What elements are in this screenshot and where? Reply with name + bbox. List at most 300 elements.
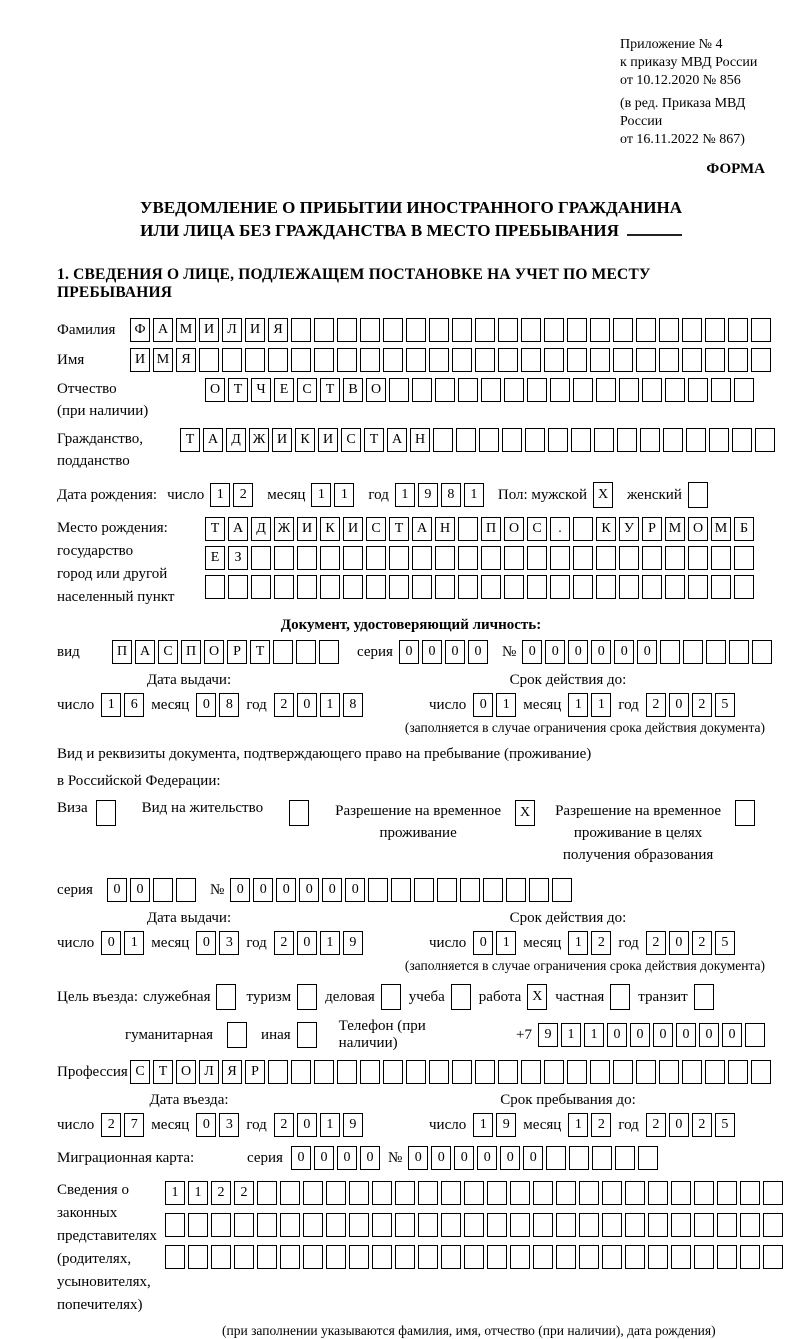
char-cell[interactable]: Ф [130,318,150,342]
char-cell[interactable]: 5 [715,931,735,955]
char-cell[interactable] [268,1060,288,1084]
char-cell[interactable] [429,1060,449,1084]
char-cell[interactable] [395,1213,415,1237]
char-cell[interactable] [360,318,380,342]
char-cell[interactable]: И [297,517,317,541]
char-cell[interactable] [320,575,340,599]
char-cell[interactable] [412,575,432,599]
char-cell[interactable]: 7 [124,1113,144,1137]
char-cell[interactable] [510,1181,530,1205]
char-cell[interactable] [694,1213,714,1237]
char-cell[interactable]: X [515,800,535,826]
char-cell[interactable]: 1 [464,483,484,507]
char-cell[interactable] [740,1245,760,1269]
char-cell[interactable]: 2 [234,1181,254,1205]
char-cell[interactable]: Ч [251,378,271,402]
char-cell[interactable]: П [112,640,132,664]
char-cell[interactable]: 0 [607,1023,627,1047]
char-cell[interactable] [360,348,380,372]
char-cell[interactable] [383,1060,403,1084]
char-cell[interactable] [640,428,660,452]
char-cell[interactable] [550,378,570,402]
char-cell[interactable] [613,1060,633,1084]
char-cell[interactable] [642,378,662,402]
char-cell[interactable] [567,1060,587,1084]
char-cell[interactable] [688,575,708,599]
char-cell[interactable]: П [181,640,201,664]
char-cell[interactable] [257,1181,277,1205]
char-cell[interactable] [383,348,403,372]
char-cell[interactable]: 0 [297,693,317,717]
char-cell[interactable] [274,575,294,599]
char-cell[interactable] [527,378,547,402]
char-cell[interactable] [165,1245,185,1269]
char-cell[interactable]: 0 [522,640,542,664]
char-cell[interactable] [763,1245,783,1269]
char-cell[interactable] [521,348,541,372]
char-cell[interactable]: И [199,318,219,342]
char-cell[interactable]: 0 [722,1023,742,1047]
char-cell[interactable] [289,800,309,826]
char-cell[interactable] [648,1213,668,1237]
char-cell[interactable] [671,1245,691,1269]
char-cell[interactable]: 0 [297,1113,317,1137]
char-cell[interactable]: О [176,1060,196,1084]
char-cell[interactable] [573,517,593,541]
char-cell[interactable] [153,878,173,902]
char-cell[interactable]: 0 [669,931,689,955]
char-cell[interactable]: 0 [653,1023,673,1047]
char-cell[interactable] [326,1245,346,1269]
char-cell[interactable] [688,546,708,570]
char-cell[interactable] [441,1245,461,1269]
char-cell[interactable] [479,428,499,452]
char-cell[interactable]: 3 [219,931,239,955]
char-cell[interactable] [268,348,288,372]
char-cell[interactable] [694,984,714,1010]
char-cell[interactable] [590,318,610,342]
char-cell[interactable] [552,878,572,902]
char-cell[interactable] [297,1022,317,1048]
char-cell[interactable] [671,1181,691,1205]
char-cell[interactable]: 0 [591,640,611,664]
char-cell[interactable]: 2 [646,1113,666,1137]
char-cell[interactable] [504,378,524,402]
char-cell[interactable]: 1 [473,1113,493,1137]
char-cell[interactable]: И [130,348,150,372]
char-cell[interactable] [596,575,616,599]
char-cell[interactable] [435,546,455,570]
char-cell[interactable] [188,1245,208,1269]
char-cell[interactable]: 8 [441,483,461,507]
char-cell[interactable] [694,1245,714,1269]
char-cell[interactable] [596,546,616,570]
char-cell[interactable]: 2 [274,931,294,955]
char-cell[interactable]: 0 [545,640,565,664]
char-cell[interactable] [504,575,524,599]
char-cell[interactable] [504,546,524,570]
char-cell[interactable]: 1 [101,693,121,717]
char-cell[interactable] [642,546,662,570]
char-cell[interactable] [228,575,248,599]
char-cell[interactable]: 2 [692,1113,712,1137]
char-cell[interactable] [732,428,752,452]
char-cell[interactable] [711,378,731,402]
char-cell[interactable] [297,984,317,1010]
char-cell[interactable]: 0 [130,878,150,902]
char-cell[interactable] [481,575,501,599]
char-cell[interactable] [546,1146,566,1170]
char-cell[interactable] [711,575,731,599]
char-cell[interactable]: 0 [669,1113,689,1137]
char-cell[interactable] [349,1213,369,1237]
char-cell[interactable] [625,1181,645,1205]
char-cell[interactable] [464,1213,484,1237]
char-cell[interactable] [314,1060,334,1084]
char-cell[interactable]: 0 [500,1146,520,1170]
char-cell[interactable] [683,640,703,664]
char-cell[interactable]: С [158,640,178,664]
char-cell[interactable] [594,428,614,452]
char-cell[interactable] [610,984,630,1010]
char-cell[interactable] [705,318,725,342]
char-cell[interactable]: Б [734,517,754,541]
char-cell[interactable]: 1 [568,931,588,955]
char-cell[interactable] [314,348,334,372]
char-cell[interactable] [573,378,593,402]
char-cell[interactable] [452,318,472,342]
char-cell[interactable] [636,348,656,372]
char-cell[interactable]: 2 [591,1113,611,1137]
char-cell[interactable] [343,546,363,570]
char-cell[interactable] [222,348,242,372]
char-cell[interactable] [216,984,236,1010]
char-cell[interactable]: Н [410,428,430,452]
char-cell[interactable] [763,1181,783,1205]
char-cell[interactable]: 2 [274,693,294,717]
char-cell[interactable] [366,575,386,599]
char-cell[interactable] [717,1245,737,1269]
char-cell[interactable] [487,1213,507,1237]
char-cell[interactable] [579,1245,599,1269]
char-cell[interactable]: Т [364,428,384,452]
char-cell[interactable] [418,1245,438,1269]
char-cell[interactable] [636,1060,656,1084]
char-cell[interactable] [343,575,363,599]
char-cell[interactable] [709,428,729,452]
char-cell[interactable] [227,1022,247,1048]
char-cell[interactable] [648,1245,668,1269]
char-cell[interactable] [502,428,522,452]
char-cell[interactable]: 0 [473,931,493,955]
char-cell[interactable]: В [343,378,363,402]
char-cell[interactable]: О [205,378,225,402]
char-cell[interactable]: 0 [422,640,442,664]
char-cell[interactable]: 8 [343,693,363,717]
char-cell[interactable]: 1 [496,693,516,717]
char-cell[interactable] [435,378,455,402]
char-cell[interactable] [245,348,265,372]
char-cell[interactable] [458,575,478,599]
char-cell[interactable] [464,1245,484,1269]
char-cell[interactable] [615,1146,635,1170]
char-cell[interactable]: Т [205,517,225,541]
char-cell[interactable]: 2 [101,1113,121,1137]
char-cell[interactable] [527,575,547,599]
char-cell[interactable] [389,378,409,402]
char-cell[interactable]: 1 [584,1023,604,1047]
char-cell[interactable]: 2 [591,931,611,955]
char-cell[interactable] [755,428,775,452]
char-cell[interactable] [521,318,541,342]
char-cell[interactable] [372,1181,392,1205]
char-cell[interactable]: М [665,517,685,541]
char-cell[interactable] [569,1146,589,1170]
char-cell[interactable] [372,1213,392,1237]
char-cell[interactable] [740,1213,760,1237]
char-cell[interactable] [734,575,754,599]
char-cell[interactable]: А [412,517,432,541]
char-cell[interactable]: 5 [715,693,735,717]
char-cell[interactable] [751,348,771,372]
char-cell[interactable]: Ж [249,428,269,452]
char-cell[interactable] [625,1213,645,1237]
char-cell[interactable] [706,640,726,664]
char-cell[interactable]: 1 [124,931,144,955]
char-cell[interactable] [487,1181,507,1205]
char-cell[interactable] [602,1181,622,1205]
char-cell[interactable] [498,318,518,342]
char-cell[interactable] [510,1213,530,1237]
char-cell[interactable] [688,482,708,508]
char-cell[interactable] [550,546,570,570]
char-cell[interactable]: 0 [669,693,689,717]
char-cell[interactable] [527,546,547,570]
char-cell[interactable]: 5 [715,1113,735,1137]
char-cell[interactable]: З [228,546,248,570]
char-cell[interactable]: 1 [334,483,354,507]
char-cell[interactable] [556,1181,576,1205]
char-cell[interactable]: С [366,517,386,541]
char-cell[interactable] [665,378,685,402]
char-cell[interactable] [533,1245,553,1269]
char-cell[interactable]: 0 [297,931,317,955]
char-cell[interactable]: Т [228,378,248,402]
char-cell[interactable] [280,1245,300,1269]
char-cell[interactable]: 1 [311,483,331,507]
char-cell[interactable] [682,348,702,372]
char-cell[interactable]: И [318,428,338,452]
char-cell[interactable] [636,318,656,342]
char-cell[interactable] [579,1181,599,1205]
char-cell[interactable] [711,546,731,570]
char-cell[interactable] [372,1245,392,1269]
char-cell[interactable] [406,318,426,342]
char-cell[interactable] [506,878,526,902]
char-cell[interactable]: Ж [274,517,294,541]
char-cell[interactable]: 0 [445,640,465,664]
char-cell[interactable] [337,348,357,372]
char-cell[interactable] [366,546,386,570]
char-cell[interactable] [349,1181,369,1205]
char-cell[interactable] [602,1213,622,1237]
char-cell[interactable] [533,1181,553,1205]
char-cell[interactable] [590,1060,610,1084]
char-cell[interactable]: 0 [568,640,588,664]
char-cell[interactable]: Т [153,1060,173,1084]
char-cell[interactable] [381,984,401,1010]
char-cell[interactable] [303,1213,323,1237]
char-cell[interactable] [475,318,495,342]
char-cell[interactable]: 0 [230,878,250,902]
char-cell[interactable]: М [176,318,196,342]
char-cell[interactable]: 6 [124,693,144,717]
char-cell[interactable] [458,517,478,541]
char-cell[interactable] [751,1060,771,1084]
char-cell[interactable] [458,546,478,570]
char-cell[interactable] [418,1181,438,1205]
char-cell[interactable]: С [130,1060,150,1084]
char-cell[interactable] [619,378,639,402]
char-cell[interactable]: 0 [431,1146,451,1170]
char-cell[interactable] [441,1181,461,1205]
char-cell[interactable] [498,348,518,372]
char-cell[interactable] [529,878,549,902]
char-cell[interactable]: 1 [210,483,230,507]
char-cell[interactable]: 3 [219,1113,239,1137]
char-cell[interactable]: Д [226,428,246,452]
char-cell[interactable]: И [272,428,292,452]
char-cell[interactable]: X [527,984,547,1010]
char-cell[interactable] [360,1060,380,1084]
char-cell[interactable]: Т [180,428,200,452]
char-cell[interactable]: Я [176,348,196,372]
char-cell[interactable] [590,348,610,372]
char-cell[interactable] [291,348,311,372]
char-cell[interactable] [728,348,748,372]
char-cell[interactable]: 2 [646,693,666,717]
char-cell[interactable] [717,1181,737,1205]
char-cell[interactable]: О [688,517,708,541]
char-cell[interactable] [498,1060,518,1084]
char-cell[interactable]: 1 [568,1113,588,1137]
char-cell[interactable] [752,640,772,664]
char-cell[interactable] [406,1060,426,1084]
char-cell[interactable]: Л [222,318,242,342]
char-cell[interactable]: А [203,428,223,452]
char-cell[interactable]: У [619,517,639,541]
char-cell[interactable] [613,318,633,342]
char-cell[interactable] [573,546,593,570]
char-cell[interactable]: К [320,517,340,541]
char-cell[interactable] [320,546,340,570]
char-cell[interactable] [475,348,495,372]
char-cell[interactable] [663,428,683,452]
char-cell[interactable]: К [596,517,616,541]
char-cell[interactable]: 0 [676,1023,696,1047]
char-cell[interactable] [659,348,679,372]
char-cell[interactable]: Я [222,1060,242,1084]
char-cell[interactable] [521,1060,541,1084]
char-cell[interactable]: 1 [320,931,340,955]
char-cell[interactable]: 0 [322,878,342,902]
char-cell[interactable] [544,1060,564,1084]
char-cell[interactable] [659,1060,679,1084]
char-cell[interactable] [412,546,432,570]
char-cell[interactable] [550,575,570,599]
char-cell[interactable] [273,640,293,664]
char-cell[interactable] [274,546,294,570]
char-cell[interactable]: 8 [219,693,239,717]
char-cell[interactable]: 0 [276,878,296,902]
char-cell[interactable]: А [387,428,407,452]
char-cell[interactable] [452,348,472,372]
char-cell[interactable]: 0 [454,1146,474,1170]
char-cell[interactable] [682,1060,702,1084]
char-cell[interactable] [291,318,311,342]
char-cell[interactable] [573,575,593,599]
char-cell[interactable]: 0 [196,1113,216,1137]
char-cell[interactable] [435,575,455,599]
char-cell[interactable] [251,546,271,570]
char-cell[interactable]: 1 [320,1113,340,1137]
char-cell[interactable] [319,640,339,664]
char-cell[interactable]: Р [642,517,662,541]
char-cell[interactable]: М [711,517,731,541]
char-cell[interactable] [567,318,587,342]
char-cell[interactable]: 0 [399,640,419,664]
char-cell[interactable]: 1 [591,693,611,717]
char-cell[interactable] [602,1245,622,1269]
char-cell[interactable]: 0 [408,1146,428,1170]
char-cell[interactable] [728,318,748,342]
char-cell[interactable] [596,378,616,402]
char-cell[interactable] [613,348,633,372]
char-cell[interactable]: 0 [291,1146,311,1170]
char-cell[interactable] [205,575,225,599]
char-cell[interactable]: Е [205,546,225,570]
char-cell[interactable] [303,1181,323,1205]
char-cell[interactable] [389,575,409,599]
char-cell[interactable]: 9 [418,483,438,507]
char-cell[interactable]: Е [274,378,294,402]
char-cell[interactable] [452,1060,472,1084]
char-cell[interactable] [533,1213,553,1237]
char-cell[interactable] [579,1213,599,1237]
char-cell[interactable] [368,878,388,902]
char-cell[interactable] [391,878,411,902]
char-cell[interactable] [638,1146,658,1170]
char-cell[interactable]: 0 [614,640,634,664]
char-cell[interactable] [694,1181,714,1205]
char-cell[interactable] [510,1245,530,1269]
char-cell[interactable] [257,1213,277,1237]
char-cell[interactable]: 0 [253,878,273,902]
char-cell[interactable] [567,348,587,372]
char-cell[interactable] [659,318,679,342]
char-cell[interactable]: . [550,517,570,541]
char-cell[interactable] [458,378,478,402]
char-cell[interactable] [556,1213,576,1237]
char-cell[interactable]: 2 [233,483,253,507]
char-cell[interactable] [665,546,685,570]
char-cell[interactable]: С [527,517,547,541]
char-cell[interactable] [303,1245,323,1269]
char-cell[interactable]: 1 [188,1181,208,1205]
char-cell[interactable] [460,878,480,902]
char-cell[interactable] [383,318,403,342]
char-cell[interactable] [660,640,680,664]
